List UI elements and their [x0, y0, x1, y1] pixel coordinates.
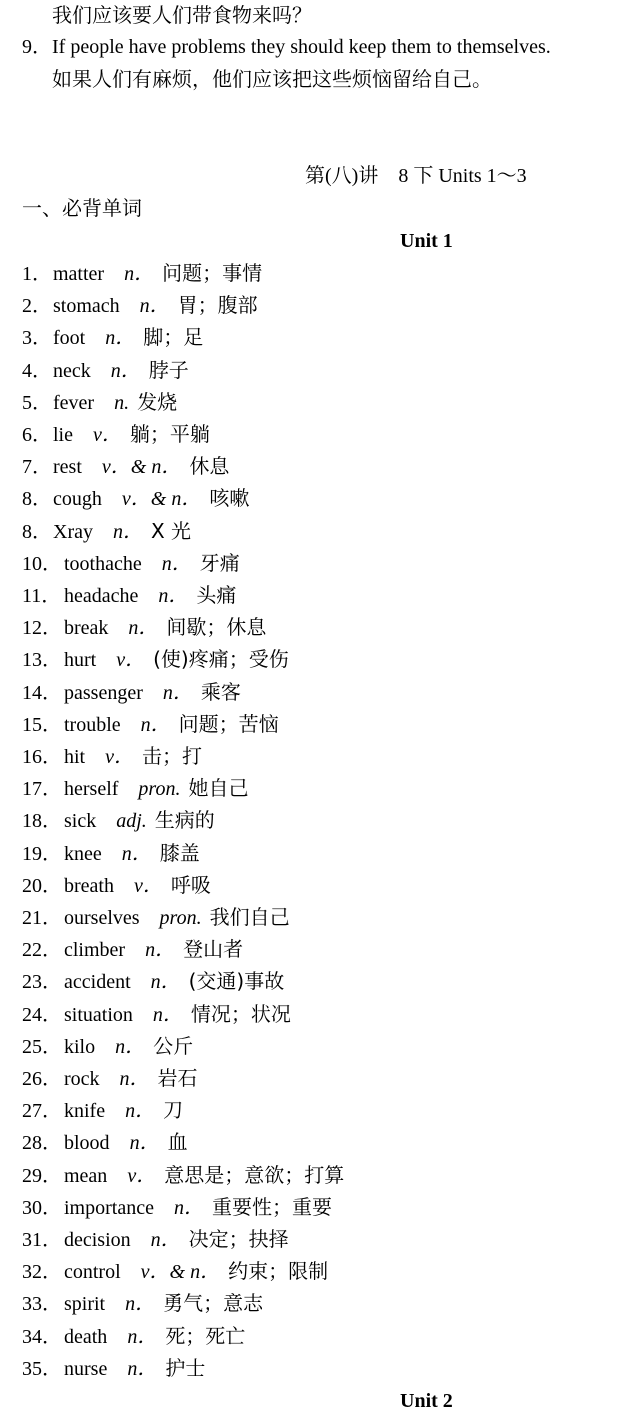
vocab-meaning: 我们自己	[209, 905, 290, 929]
vocab-number: 33．	[22, 1293, 62, 1315]
vocab-number: 30．	[22, 1197, 62, 1219]
vocab-word: rest	[53, 456, 82, 478]
vocab-word: herself	[64, 778, 119, 800]
vocab-number: 10．	[22, 553, 62, 575]
vocab-item	[22, 325, 203, 350]
vocab-word: cough	[53, 488, 102, 510]
vocab-meaning: 岩石	[157, 1066, 198, 1090]
vocab-meaning: 膝盖	[159, 841, 200, 865]
vocab-part-of-speech: n．	[145, 939, 176, 961]
vocab-word: hurt	[64, 649, 97, 671]
vocab-meaning: 问题；事情	[162, 261, 263, 285]
vocab-part-of-speech: n．	[105, 327, 136, 349]
vocab-meaning: 躺；平躺	[129, 422, 210, 446]
vocab-item	[22, 358, 189, 383]
vocab-item	[22, 583, 236, 608]
vocab-item	[22, 1195, 332, 1220]
vocab-meaning: 重要性；重要	[211, 1195, 332, 1219]
vocab-part-of-speech: n．	[124, 263, 155, 285]
vocab-number: 16．	[22, 746, 62, 768]
vocab-meaning: 情况；状况	[190, 1002, 291, 1026]
vocab-part-of-speech: n．	[129, 1132, 160, 1154]
vocab-meaning: 约束；限制	[228, 1259, 329, 1283]
vocab-item	[22, 969, 284, 994]
vocab-meaning: 发烧	[137, 390, 178, 414]
vocab-item	[22, 1227, 289, 1252]
vocab-word: importance	[64, 1197, 154, 1219]
vocab-meaning: 决定；抉择	[188, 1227, 289, 1251]
vocab-word: toothache	[64, 553, 142, 575]
vocab-number: 18．	[22, 810, 62, 832]
vocab-meaning: 头痛	[196, 583, 237, 607]
vocab-number: 25．	[22, 1036, 62, 1058]
vocab-word: knife	[64, 1100, 106, 1122]
vocab-item	[22, 1291, 263, 1316]
vocab-part-of-speech: n.	[114, 392, 130, 414]
vocab-item	[22, 551, 240, 576]
previous-item-translation: 我们应该要人们带食物来吗？	[52, 3, 312, 27]
vocab-meaning: 问题；苦恼	[178, 712, 279, 736]
vocab-meaning: 刀	[163, 1098, 184, 1122]
vocab-item	[22, 712, 279, 737]
vocab-word: ourselves	[64, 907, 140, 929]
vocab-item	[22, 1324, 245, 1349]
vocab-number: 11．	[22, 585, 62, 607]
vocab-number: 8．	[22, 521, 52, 543]
vocab-item	[22, 1259, 328, 1284]
vocab-item	[22, 808, 215, 833]
vocab-word: blood	[64, 1132, 110, 1154]
vocab-number: 17．	[22, 778, 62, 800]
vocab-word: fever	[53, 392, 95, 414]
vocab-meaning: 休息	[189, 454, 230, 478]
vocab-part-of-speech: n．	[119, 1068, 150, 1090]
item-9-text: If people have problems they should keep them to themselves.	[52, 36, 551, 58]
vocab-part-of-speech: v．& n．	[101, 456, 182, 478]
vocab-item	[22, 680, 241, 705]
vocab-meaning: 意思是；意欲；打算	[164, 1163, 345, 1187]
vocab-word: kilo	[64, 1036, 96, 1058]
vocab-meaning: 呼吸	[170, 873, 211, 897]
vocab-number: 4．	[22, 360, 52, 382]
vocab-word: neck	[53, 360, 91, 382]
vocab-item	[22, 1163, 344, 1188]
vocab-item	[22, 1034, 193, 1059]
vocab-item	[22, 1356, 205, 1381]
vocab-part-of-speech: n．	[115, 1036, 146, 1058]
vocab-number: 27．	[22, 1100, 62, 1122]
vocab-number: 34．	[22, 1326, 62, 1348]
vocab-item	[22, 647, 289, 672]
vocab-number: 1．	[22, 263, 52, 285]
vocab-meaning: 乘客	[200, 680, 241, 704]
item-9-english	[22, 35, 551, 59]
vocab-word: nurse	[64, 1358, 108, 1380]
vocab-part-of-speech: v．	[127, 1165, 157, 1187]
vocab-part-of-speech: n．	[152, 1004, 183, 1026]
vocab-word: stomach	[53, 295, 120, 317]
vocab-word: control	[64, 1261, 121, 1283]
vocab-meaning: 勇气；意志	[163, 1291, 264, 1315]
vocab-word: trouble	[64, 714, 121, 736]
section-title: 一、必背单词	[22, 196, 142, 220]
vocab-word: rock	[64, 1068, 100, 1090]
vocab-meaning: 登山者	[183, 937, 244, 961]
vocab-number: 3．	[22, 327, 52, 349]
vocab-part-of-speech: v．& n．	[140, 1261, 221, 1283]
vocab-number: 19．	[22, 843, 62, 865]
vocab-word: matter	[53, 263, 105, 285]
vocab-meaning: 胃；腹部	[177, 293, 258, 317]
vocab-item	[22, 390, 177, 415]
item-9-number: 9．	[22, 36, 52, 58]
vocab-part-of-speech: v．& n．	[121, 488, 202, 510]
vocab-number: 32．	[22, 1261, 62, 1283]
vocab-item	[22, 744, 202, 769]
vocab-word: death	[64, 1326, 108, 1348]
vocab-number: 7．	[22, 456, 52, 478]
vocab-number: 21．	[22, 907, 62, 929]
vocab-number: 26．	[22, 1068, 62, 1090]
vocab-word: passenger	[64, 682, 143, 704]
vocab-number: 15．	[22, 714, 62, 736]
vocab-word: Xray	[53, 521, 93, 543]
vocab-meaning: X 光	[150, 519, 192, 543]
vocab-part-of-speech: adj.	[116, 810, 147, 832]
lecture-title: 第(八)讲 8 下 Units 1～3	[305, 165, 527, 187]
vocab-word: accident	[64, 971, 131, 993]
vocab-part-of-speech: n．	[121, 843, 152, 865]
vocab-item	[22, 422, 210, 447]
vocab-part-of-speech: n．	[127, 1358, 158, 1380]
vocab-meaning: 击；打	[142, 744, 203, 768]
vocab-item	[22, 615, 266, 640]
vocab-word: breath	[64, 875, 114, 897]
vocab-part-of-speech: n．	[150, 971, 181, 993]
vocab-number: 12．	[22, 617, 62, 639]
unit-2-heading: Unit 2	[400, 1390, 453, 1412]
vocab-item	[22, 1002, 291, 1027]
vocab-meaning: 咳嗽	[209, 486, 250, 510]
vocab-item	[22, 454, 229, 479]
vocab-number: 23．	[22, 971, 62, 993]
vocab-part-of-speech: n．	[128, 617, 159, 639]
vocab-meaning: 牙痛	[199, 551, 240, 575]
vocab-number: 5．	[22, 392, 52, 414]
unit-1-heading: Unit 1	[400, 230, 453, 252]
vocab-item	[22, 873, 211, 898]
vocab-item	[22, 841, 200, 866]
vocab-word: lie	[53, 424, 73, 446]
vocab-number: 35．	[22, 1358, 62, 1380]
vocab-meaning: 间歇；休息	[166, 615, 267, 639]
vocab-part-of-speech: n．	[161, 553, 192, 575]
vocab-item	[22, 1098, 183, 1123]
vocab-part-of-speech: pron.	[138, 778, 181, 800]
vocab-number: 2．	[22, 295, 52, 317]
vocab-part-of-speech: n．	[110, 360, 141, 382]
vocab-word: situation	[64, 1004, 133, 1026]
vocab-number: 20．	[22, 875, 62, 897]
vocab-meaning: 脖子	[148, 358, 189, 382]
vocab-part-of-speech: n．	[162, 682, 193, 704]
vocab-word: hit	[64, 746, 86, 768]
vocab-number: 28．	[22, 1132, 62, 1154]
vocab-meaning: 她自己	[188, 776, 249, 800]
vocab-number: 22．	[22, 939, 62, 961]
vocab-word: headache	[64, 585, 139, 607]
vocab-item	[22, 905, 290, 930]
vocab-meaning: (使)疼痛；受伤	[153, 647, 289, 671]
vocab-part-of-speech: n．	[150, 1229, 181, 1251]
vocab-meaning: 血	[167, 1130, 188, 1154]
item-9-translation: 如果人们有麻烦，他们应该把这些烦恼留给自己。	[52, 67, 492, 91]
vocab-item	[22, 261, 262, 286]
vocab-part-of-speech: v．	[133, 875, 163, 897]
vocab-word: knee	[64, 843, 102, 865]
vocab-part-of-speech: n．	[139, 295, 170, 317]
vocab-word: mean	[64, 1165, 108, 1187]
vocab-meaning: 公斤	[153, 1034, 194, 1058]
vocab-part-of-speech: pron.	[159, 907, 202, 929]
vocab-meaning: 死；死亡	[165, 1324, 246, 1348]
vocab-meaning: 脚；足	[143, 325, 204, 349]
vocab-part-of-speech: v．	[105, 746, 135, 768]
vocab-number: 6．	[22, 424, 52, 446]
vocab-word: decision	[64, 1229, 131, 1251]
vocab-word: sick	[64, 810, 97, 832]
vocab-number: 29．	[22, 1165, 62, 1187]
vocab-part-of-speech: n．	[158, 585, 189, 607]
vocab-word: break	[64, 617, 109, 639]
vocab-part-of-speech: v．	[116, 649, 146, 671]
vocab-item	[22, 776, 248, 801]
vocab-item	[22, 486, 249, 511]
vocab-number: 14．	[22, 682, 62, 704]
vocab-meaning: 生病的	[154, 808, 215, 832]
vocab-number: 13．	[22, 649, 62, 671]
vocab-part-of-speech: v．	[93, 424, 122, 446]
vocab-word: climber	[64, 939, 126, 961]
vocab-part-of-speech: n．	[173, 1197, 204, 1219]
vocab-number: 8．	[22, 488, 52, 510]
vocab-item	[22, 937, 243, 962]
vocab-part-of-speech: n．	[125, 1100, 156, 1122]
vocab-number: 31．	[22, 1229, 62, 1251]
vocab-meaning: 护士	[165, 1356, 206, 1380]
vocab-item	[22, 293, 258, 318]
vocab-item	[22, 1066, 198, 1091]
vocab-part-of-speech: n．	[140, 714, 171, 736]
vocab-part-of-speech: n．	[127, 1326, 158, 1348]
vocab-item	[22, 1130, 188, 1155]
vocab-word: foot	[53, 327, 86, 349]
vocab-part-of-speech: n．	[112, 521, 143, 543]
vocab-number: 24．	[22, 1004, 62, 1026]
vocab-item	[22, 519, 191, 544]
vocab-word: spirit	[64, 1293, 106, 1315]
vocab-part-of-speech: n．	[125, 1293, 156, 1315]
vocab-meaning: (交通)事故	[188, 969, 285, 993]
